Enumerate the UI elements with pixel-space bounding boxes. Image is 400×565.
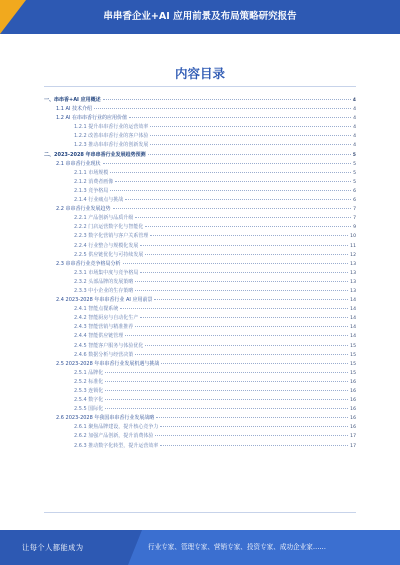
toc-entry[interactable] — [44, 196, 356, 205]
toc-dot-leader — [155, 435, 348, 436]
toc-entry-page: 10 — [350, 234, 356, 240]
toc-entry-page: 4 — [353, 116, 356, 122]
toc-entry-page: 4 — [353, 143, 356, 149]
toc-entry-label: 2.6.3 推动数字化转型，提升运营效率 — [74, 442, 159, 449]
toc-entry-label: 2.4 2023-2028 年串串香行业 AI 应用前景 — [56, 297, 153, 304]
toc-heading: 内容目录 — [174, 66, 225, 81]
toc-entry[interactable] — [44, 332, 356, 341]
toc-dot-leader — [140, 272, 348, 273]
toc-entry[interactable] — [44, 187, 356, 196]
toc-entry-page: 5 — [352, 152, 356, 158]
toc-entry-page: 15 — [350, 361, 356, 367]
toc-entry[interactable] — [44, 114, 356, 123]
toc-entry-page: 16 — [350, 379, 356, 385]
toc-entry-page: 15 — [350, 370, 356, 376]
toc-top-divider — [44, 86, 356, 87]
toc-entry-label: 2.1 串串香行业现状 — [56, 160, 101, 167]
toc-dot-leader — [105, 381, 348, 382]
toc-entry-page: 14 — [350, 334, 356, 340]
toc-entry[interactable] — [44, 105, 356, 114]
toc-entry-label: 2.3.1 市场集中度与竞争格局 — [74, 269, 139, 276]
toc-entry[interactable] — [44, 160, 356, 169]
toc-entry[interactable] — [44, 232, 356, 241]
toc-entry-page: 13 — [350, 261, 356, 267]
footer-left-panel — [0, 530, 128, 565]
toc-entry[interactable] — [44, 323, 356, 332]
toc-entry[interactable] — [44, 360, 356, 369]
toc-dot-leader — [145, 254, 348, 255]
toc-entry[interactable] — [44, 387, 356, 396]
toc-dot-leader — [105, 408, 348, 409]
toc-entry-label: 2.4.3 智能营销与精准推荐 — [74, 324, 134, 331]
toc-dot-leader — [110, 190, 351, 191]
toc-entry-label: 1.2.3 推动串串香行业的创新发展 — [74, 142, 149, 149]
toc-entry-label: 2.6.1 聚焦品牌建设，提升核心竞争力 — [74, 424, 159, 431]
toc-entry-label: 2.3.3 中小企业的生存策略 — [74, 287, 134, 294]
toc-entry[interactable] — [44, 169, 356, 178]
toc-entry[interactable] — [44, 378, 356, 387]
toc-entry-label: 2.5.1 品牌化 — [74, 369, 104, 376]
toc-entry-label: 2.2.4 行业整合与规模化发展 — [74, 242, 139, 249]
toc-dot-leader — [110, 172, 351, 173]
toc-entry[interactable] — [44, 141, 356, 150]
toc-entry[interactable] — [44, 432, 356, 441]
toc-entry-page: 6 — [353, 188, 356, 194]
toc-dot-leader — [129, 117, 351, 118]
toc-entry-label: 二、2023-2028 年串串香行业发展趋势预测 — [44, 151, 146, 158]
toc-entry-label: 2.5.5 国际化 — [74, 406, 104, 413]
toc-dot-leader — [150, 144, 351, 145]
toc-entry[interactable] — [44, 296, 356, 305]
toc-entry[interactable] — [44, 442, 356, 451]
footer-divider-wedge — [128, 530, 142, 565]
footer-banner — [0, 530, 400, 565]
table-of-contents — [44, 96, 356, 508]
toc-entry[interactable] — [44, 251, 356, 260]
toc-dot-leader — [150, 235, 348, 236]
toc-entry[interactable] — [44, 405, 356, 414]
toc-entry-label: 1.2.2 改善串串香行业的客户体验 — [74, 133, 149, 140]
toc-entry-label: 2.3.2 头部品牌的发展策略 — [74, 278, 134, 285]
toc-entry-label: 2.4.2 智能厨房与自动化生产 — [74, 315, 139, 322]
toc-entry-page: 12 — [350, 252, 356, 258]
toc-entry-page: 7 — [353, 207, 356, 213]
toc-entry[interactable] — [44, 314, 356, 323]
toc-entry[interactable] — [44, 351, 356, 360]
toc-entry-page: 9 — [353, 225, 356, 231]
toc-entry-page: 16 — [350, 398, 356, 404]
toc-entry[interactable] — [44, 414, 356, 423]
toc-entry[interactable] — [44, 305, 356, 314]
toc-entry-label: 2.5.2 标准化 — [74, 378, 104, 385]
toc-entry-label: 2.6.2 加强产品创新，提升消费体验 — [74, 433, 154, 440]
toc-entry-page: 14 — [350, 307, 356, 313]
toc-entry[interactable] — [44, 132, 356, 141]
toc-entry-label: 2.4.4 智能供应链管理 — [74, 333, 124, 340]
toc-entry[interactable] — [44, 369, 356, 378]
toc-dot-leader — [115, 181, 351, 182]
toc-entry-label: 2.1.2 消费者画像 — [74, 178, 114, 185]
toc-entry-label: 2.2.5 供应链优化与可持续发展 — [74, 251, 144, 258]
toc-entry-label: 2.1.3 竞争格局 — [74, 187, 109, 194]
toc-dot-leader — [135, 290, 348, 291]
toc-entry[interactable] — [44, 269, 356, 278]
toc-dot-leader — [120, 308, 348, 309]
toc-entry[interactable] — [44, 223, 356, 232]
footer-slogan: 让每个人都能成为 — [22, 543, 84, 552]
toc-entry-label: 1.2 AI 在串串香行业的应用价值 — [56, 115, 128, 122]
toc-entry[interactable] — [44, 214, 356, 223]
toc-entry-page: 16 — [350, 407, 356, 413]
toc-dot-leader — [105, 390, 348, 391]
toc-dot-leader — [123, 263, 349, 264]
report-title: 串串香企业+AI 应用前景及布局策略研究报告 — [103, 11, 297, 22]
toc-dot-leader — [103, 163, 352, 164]
toc-entry-page: 15 — [350, 352, 356, 358]
toc-entry-label: 一、串串香+AI 应用概述 — [44, 97, 101, 103]
toc-entry-label: 1.1 AI 技术介绍 — [56, 106, 93, 113]
toc-dot-leader — [105, 372, 348, 373]
toc-entry-page: 4 — [353, 134, 356, 140]
toc-dot-leader — [135, 217, 351, 218]
toc-dot-leader — [148, 154, 351, 155]
toc-dot-leader — [145, 345, 348, 346]
toc-dot-leader — [125, 199, 351, 200]
toc-entry-label: 2.5 2023-2028 年串串香行业发展机遇与挑战 — [56, 360, 160, 367]
toc-entry-label: 2.6 2023-2028 年我国串串香行业发展战略 — [56, 415, 155, 422]
toc-entry-page: 14 — [350, 316, 356, 322]
toc-entry-label: 2.3 串串香行业竞争格局分析 — [56, 260, 121, 267]
toc-entry[interactable] — [44, 287, 356, 296]
toc-dot-leader — [103, 99, 351, 100]
toc-entry-page: 17 — [350, 434, 356, 440]
toc-dot-leader — [160, 426, 348, 427]
toc-entry-label: 2.1.4 行业痛点与挑战 — [74, 197, 124, 204]
toc-entry-page: 15 — [350, 343, 356, 349]
toc-dot-leader — [135, 354, 348, 355]
toc-dot-leader — [156, 417, 348, 418]
toc-dot-leader — [150, 135, 351, 136]
toc-entry-page: 17 — [350, 443, 356, 449]
toc-bottom-divider — [44, 512, 356, 513]
toc-entry-page: 14 — [350, 325, 356, 331]
toc-entry-page: 4 — [352, 98, 356, 103]
toc-entry-page: 7 — [353, 216, 356, 222]
toc-dot-leader — [105, 399, 348, 400]
toc-dot-leader — [135, 326, 348, 327]
toc-entry-page: 4 — [353, 107, 356, 113]
toc-entry-page: 5 — [353, 161, 356, 167]
toc-dot-leader — [150, 126, 351, 127]
toc-entry-label: 2.4.5 智能客户服务与体验优化 — [74, 342, 144, 349]
toc-entry-page: 6 — [353, 198, 356, 204]
toc-entry[interactable] — [44, 242, 356, 251]
toc-entry-label: 1.2.1 提升串串香行业的运营效率 — [74, 124, 149, 131]
toc-entry[interactable] — [44, 260, 356, 269]
toc-entry[interactable] — [44, 278, 356, 287]
toc-entry[interactable] — [44, 96, 356, 105]
toc-entry-page: 16 — [350, 389, 356, 394]
toc-entry-page: 14 — [350, 298, 356, 304]
toc-dot-leader — [113, 208, 352, 209]
toc-dot-leader — [161, 363, 348, 364]
toc-entry-page: 13 — [350, 288, 356, 294]
toc-entry[interactable] — [44, 151, 356, 160]
toc-entry-label: 2.2 串串香行业发展趋势 — [56, 206, 111, 213]
toc-entry-label: 2.5.4 数字化 — [74, 397, 104, 404]
toc-entry[interactable] — [44, 205, 356, 214]
toc-entry-page: 5 — [353, 170, 356, 176]
toc-entry-page: 16 — [350, 425, 356, 431]
toc-entry-label: 2.2.3 数字化营销与客户关系管理 — [74, 233, 149, 240]
toc-dot-leader — [140, 245, 348, 246]
toc-entry[interactable] — [44, 178, 356, 187]
toc-entry-page: 16 — [350, 416, 356, 422]
toc-entry-page: 13 — [350, 279, 356, 285]
toc-entry[interactable] — [44, 123, 356, 132]
toc-dot-leader — [154, 299, 348, 300]
toc-entry-page: 5 — [353, 179, 356, 185]
toc-entry-page: 11 — [350, 243, 356, 249]
toc-dot-leader — [125, 335, 348, 336]
toc-entry-label: 2.1.1 市场规模 — [74, 169, 109, 176]
toc-entry[interactable] — [44, 396, 356, 405]
toc-entry-page: 13 — [350, 270, 356, 276]
toc-entry-label: 2.4.6 数据分析与经营决策 — [74, 351, 134, 358]
footer-tagline: 行业专家、管理专家、营销专家、投资专家、成功企业家…… — [148, 543, 327, 551]
toc-entry[interactable] — [44, 423, 356, 432]
toc-entry-label: 2.2.2 门店运营数字化与智能化 — [74, 224, 144, 231]
toc-entry-label: 2.5.3 连锁化 — [74, 388, 104, 394]
toc-entry-label: 2.4.1 智能点餐系统 — [74, 306, 119, 313]
toc-dot-leader — [160, 445, 348, 446]
toc-dot-leader — [135, 281, 348, 282]
toc-entry-page: 4 — [353, 125, 356, 131]
toc-dot-leader — [140, 317, 348, 318]
toc-entry[interactable] — [44, 342, 356, 351]
toc-entry-label: 2.2.1 产品创新与品质升级 — [74, 215, 134, 222]
report-header-bar — [0, 0, 400, 34]
toc-dot-leader — [145, 226, 351, 227]
toc-dot-leader — [94, 108, 351, 109]
